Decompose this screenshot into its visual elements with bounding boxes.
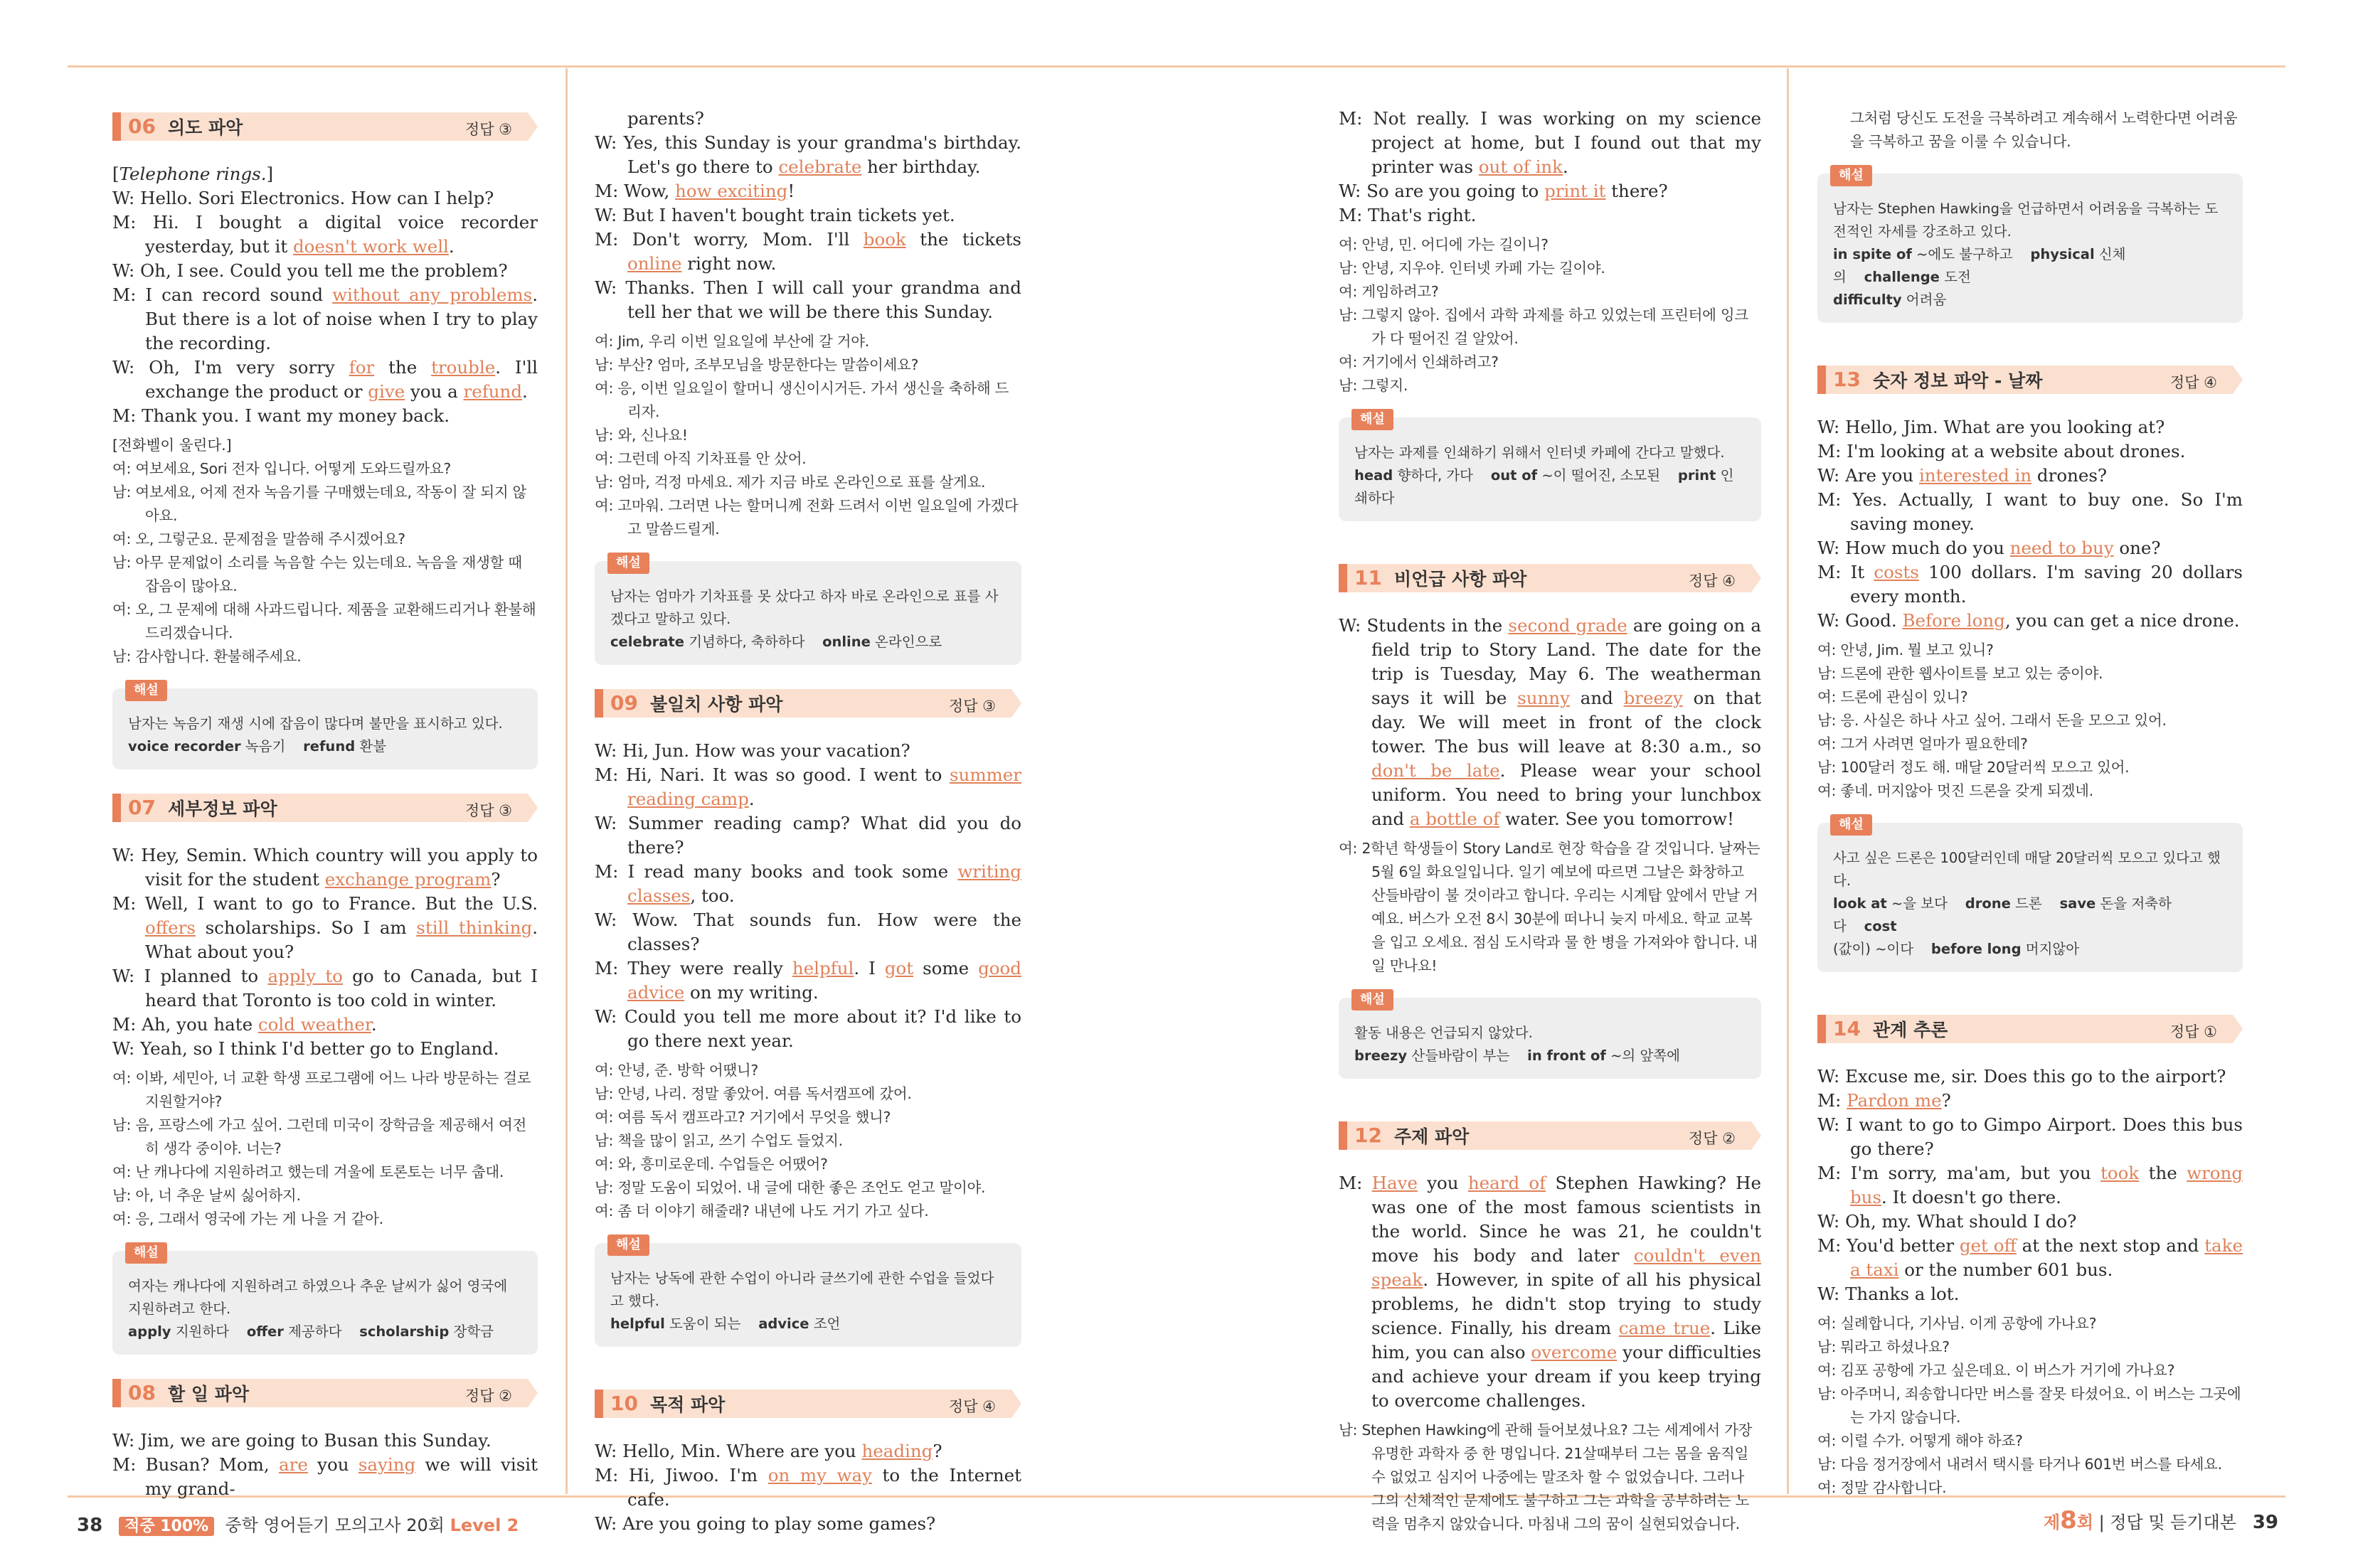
- book-title: 중학 영어듣기 모의고사 20회: [225, 1515, 445, 1535]
- section-title: 할 일 파악: [168, 1384, 250, 1404]
- section-title: 세부정보 파악: [168, 799, 277, 819]
- answer-label: 정답 ③: [464, 121, 512, 138]
- section-title-footer: | 정답 및 듣기대본: [2098, 1513, 2236, 1532]
- explanation-text: 남자는 낭독에 관한 수업이 아니라 글쓰기에 관한 수업을 들었다고 했다.: [610, 1270, 994, 1309]
- section-header-10: [595, 1390, 1021, 1418]
- section-header-06: [112, 112, 538, 141]
- section-title: 관계 추론: [1873, 1020, 1948, 1040]
- section-title: 불일치 사항 파악: [650, 694, 783, 715]
- explanation-text: 활동 내용은 언급되지 않았다.: [1354, 1025, 1533, 1041]
- section-number: 09: [610, 691, 638, 715]
- column-3: [1339, 107, 1761, 1536]
- answer-label: 정답 ④: [2169, 374, 2217, 391]
- script-11: W: Students in the second grade are going on a field trip to Story Land. The date for the trip is Tuesday, May 6. The weatherman says it will be sunny and breezy on that day. We will meet in front of the clock tower. The bus will leave at 8:30 a.m., so don't be late. Please wear your school uniform. You need to bring your lunchbox and a bottle of water. See you tomorrow! 여: 2학년 학생들이 Story Land로 현장 학습을 갈 것입니다. 날짜는 5월 6일 화요일입니다. 일기 예보에 따르면 그날은 화창하고 산들바람이 불 것이라고 합니다. 우리는 시계탑 앞에서 만날 거예요. 버스가 오전 8시 30분에 떠나니 늦지 마세요. 학교 교복을 입고 오세요. 점심 도시락과 물 한 병을 가져와야 합니다. 내일 만나요!: [1339, 615, 1761, 974]
- section-header-12: [1339, 1121, 1761, 1150]
- answer-label: 정답 ④: [948, 1398, 996, 1415]
- section-title: 목적 파악: [650, 1394, 726, 1415]
- explanation-text: 사고 싶은 드론은 100달러인데 매달 20달러씩 모으고 있다고 했다.: [1833, 850, 2221, 889]
- column-1: [112, 100, 538, 1501]
- section-number: 10: [610, 1392, 638, 1415]
- top-rule: [68, 65, 2285, 68]
- section-number: 14: [1833, 1017, 1861, 1040]
- explanation-box-09: 해설 남자는 낭독에 관한 수업이 아니라 글쓰기에 관한 수업을 들었다고 했다. helpful 도움이 되는 advice 조언: [595, 1243, 1021, 1347]
- section-number: 11: [1354, 566, 1382, 590]
- section-number: 07: [128, 796, 156, 819]
- explanation-tag: 해설: [1830, 165, 1872, 186]
- section-number: 13: [1833, 368, 1861, 391]
- script-12: M: Have you heard of Stephen Hawking? He was one of the most famous scientists in the world. Since he was 21, he couldn't move his body and later couldn't even speak. However, in spite of all his physical problems, he didn't stop trying to study science. Finally, his dream came true. Like him, you can also overcome your difficulties and achieve your dream if you keep trying to overcome challenges. 남: Stephen Hawking에 관해 들어보셨나요? 그는 세계에서 가장 유명한 과학자 중 한 명입니다. 21살때부터 그는 몸을 움직일 수 없었고 심지어 나중에는 말조차 할 수 없었습니다. 그러나 그의 신체적인 문제에도 불구하고 그는 과학을 공부하려는 노력을 멈추지 않았습니다. 마침내 그의 꿈이 실현되었습니다.: [1339, 1173, 1762, 1532]
- footer-left: [77, 1511, 519, 1536]
- explanation-tag: 해설: [1351, 409, 1393, 430]
- section-number: 08: [128, 1381, 156, 1404]
- script-09: W: Hi, Jun. How was your vacation? M: Hi, Nari. It was so good. I went to summer reading camp. W: Summer reading camp? What did you do there? M: I read many books and took some writing classes, too. W: Wow. That sounds fun. How were the classes? M: They were really helpful. I got some good advice on my writing. W: Could you tell me more about it? I'd like to go there next year. 여: 안녕, 준. 방학 어땠니? 남: 안녕, 나리. 정말 좋았어. 여름 독서캠프에 갔어. 여: 여름 독서 캠프라고? 거기에서 무엇을 했니? 남: 책을 많이 읽고, 쓰기 수업도 들었지. 여: 와, 흥미로운데. 수업들은 어땠어? 남: 정말 도움이 되었어. 내 글에 대한 좋은 조언도 얻고 말이야. 여: 좀 더 이야기 해줄래? 내년에 나도 거기 가고 싶다.: [595, 740, 1021, 1220]
- column-divider: [565, 68, 568, 1494]
- level-label: Level 2: [450, 1515, 519, 1535]
- explanation-text: 남자는 녹음기 재생 시에 잡음이 많다며 불만을 표시하고 있다.: [128, 715, 503, 732]
- explanation-box-11: 해설 활동 내용은 언급되지 않았다. breezy 산들바람이 부는 in front of ~의 앞쪽에: [1339, 998, 1761, 1079]
- answer-label: 정답 ④: [1688, 572, 1736, 590]
- footer-right: 제8회 | 정답 및 듣기대본 39: [2043, 1506, 2278, 1535]
- section-title: 의도 파악: [168, 117, 243, 138]
- explanation-box-13: 해설 사고 싶은 드론은 100달러인데 매달 20달러씩 모으고 있다고 했다. look at ~을 보다 drone 드론 save 돈을 저축하다 cost (값이) ~이다 before long 머지않아: [1817, 823, 2243, 972]
- page-number-left: 38: [77, 1515, 103, 1536]
- test-number: 8: [2060, 1506, 2077, 1535]
- section-title: 숫자 정보 파악 - 날짜: [1873, 370, 2043, 391]
- explanation-box-06: 해설 남자는 녹음기 재생 시에 잡음이 많다며 불만을 표시하고 있다. voice recorder 녹음기 refund 환불: [112, 688, 538, 769]
- script-10-cont: M: Not really. I was working on my science project at home, but I found out that my printer was out of ink. W: So are you going to print it there? M: That's right. 여: 안녕, 민. 어디에 가는 길이니? 남: 안녕, 지우야. 인터넷 카페 가는 길이야. 여: 게임하려고? 남: 그렇지 않아. 집에서 과학 과제를 하고 있었는데 프린터에 잉크가 다 떨어진 걸 알았어. 여: 거기에서 인쇄하려고? 남: 그렇지.: [1339, 108, 1761, 394]
- explanation-text: 남자는 과제를 인쇄하기 위해서 인터넷 카페에 간다고 말했다.: [1354, 444, 1725, 461]
- explanation-box-12: 해설 남자는 Stephen Hawking을 언급하면서 어려움을 극복하는 도전적인 자세를 강조하고 있다. in spite of ~에도 불구하고 physical 신체의 challenge 도전 difficulty 어려움: [1817, 174, 2243, 323]
- answer-label: 정답 ②: [1688, 1130, 1736, 1147]
- explanation-tag: 해설: [125, 680, 167, 701]
- explanation-tag: 해설: [125, 1242, 167, 1264]
- section-header-09: [595, 689, 1021, 718]
- answer-label: 정답 ②: [464, 1387, 512, 1404]
- explanation-box-10: 해설 남자는 과제를 인쇄하기 위해서 인터넷 카페에 간다고 말했다. head 향하다, 가다 out of ~이 떨어진, 소모된 print 인쇄하다: [1339, 417, 1761, 521]
- explanation-box-07: 해설 여자는 캐나다에 지원하려고 하였으나 추운 날씨가 싫어 영국에 지원하려고 한다. apply 지원하다 offer 제공하다 scholarship 장학금: [112, 1251, 538, 1355]
- script-10: W: Hello, Min. Where are you heading? M: Hi, Jiwoo. I'm on my way to the Internet cafe. W: Are you going to play some games?: [595, 1441, 1021, 1534]
- section-header-07: [112, 794, 538, 822]
- explanation-text: 남자는 Stephen Hawking을 언급하면서 어려움을 극복하는 도전적인 자세를 강조하고 있다.: [1833, 201, 2219, 240]
- script-13: W: Hello, Jim. What are you looking at? M: I'm looking at a website about drones. W: Are you interested in drones? M: Yes. Actually, I want to buy one. So I'm saving money. W: How much do you need to buy one? M: It costs 100 dollars. I'm saving 20 dollars every month. W: Good. Before long, you can get a nice drone. 여: 안녕, Jim. 뭘 보고 있니? 남: 드론에 관한 웹사이트를 보고 있는 중이야. 여: 드론에 관심이 있니? 남: 응. 사실은 하나 사고 싶어. 그래서 돈을 모으고 있어. 여: 그거 사려면 얼마가 필요한데? 남: 100달러 정도 해. 매달 20달러씩 모으고 있어. 여: 좋네. 머지않아 멋진 드론을 갖게 되겠네.: [1817, 417, 2243, 799]
- answer-label: 정답 ③: [464, 802, 512, 819]
- explanation-text: 여자는 캐나다에 지원하려고 하였으나 추운 날씨가 싫어 영국에 지원하려고 한다.: [128, 1278, 508, 1317]
- script-12-cont: 그처럼 당신도 도전을 극복하려고 계속해서 노력한다면 어려움을 극복하고 꿈을 이룰 수 있습니다.: [1850, 110, 2238, 150]
- column-divider: [1787, 68, 1789, 1494]
- section-header-11: [1339, 564, 1761, 592]
- script-08-cont: parents? W: Yes, this Sunday is your grandma's birthday. Let's go there to celebrate her birthday. M: Wow, how exciting! W: But I haven't bought train tickets yet. M: Don't worry, Mom. I'll book the tickets online right now. W: Thanks. Then I will call your grandma and tell her that we will be there this Sunday. 여: Jim, 우리 이번 일요일에 부산에 갈 거야. 남: 부산? 엄마, 조부모님을 방문한다는 말씀이세요? 여: 응, 이번 일요일이 할머니 생신이시거든. 가서 생신을 축하해 드리자. 남: 와, 신나요! 여: 그런데 아직 기차표를 안 샀어. 남: 엄마, 걱정 마세요. 제가 지금 바로 온라인으로 표를 살게요. 여: 고마워. 그러면 나는 할머니께 전화 드려서 이번 일요일에 가겠다고 말씀드릴게.: [595, 108, 1021, 538]
- section-number: 12: [1354, 1124, 1382, 1147]
- answer-label: 정답 ③: [948, 698, 996, 715]
- explanation-text: 남자는 엄마가 기차표를 못 샀다고 하자 바로 온라인으로 표를 사겠다고 말하고 있다.: [610, 588, 999, 627]
- explanation-tag: 해설: [1351, 989, 1393, 1010]
- section-header-13: [1817, 366, 2243, 394]
- section-header-14: [1817, 1015, 2243, 1043]
- section-title: 비언급 사항 파악: [1394, 569, 1527, 590]
- script-08: W: Jim, we are going to Busan this Sunday. M: Busan? Mom, are you saying we will visit my grand-: [112, 1430, 538, 1499]
- explanation-tag: 해설: [607, 1234, 649, 1256]
- section-header-08: [112, 1379, 538, 1407]
- explanation-tag: 해설: [1830, 814, 1872, 836]
- script-06: [Telephone rings.] W: Hello. Sori Electronics. How can I help? M: Hi. I bought a digital voice recorder yesterday, but it doesn't work well. W: Oh, I see. Could you tell me the problem? M: I can record sound without any problems. But there is a lot of noise when I try to play the recording. W: Oh, I'm very sorry for the trouble. I'll exchange the product or give you a refund. M: Thank you. I want my money back. [전화벨이 울린다.] 여: 여보세요, Sori 전자 입니다. 어떻게 도와드릴까요? 남: 여보세요, 어제 전자 녹음기를 구매했는데요, 작동이 잘 되지 않아요. 여: 오, 그렇군요. 문제점을 말씀해 주시겠어요? 남: 아무 문제없이 소리를 녹음할 수는 있는데요. 녹음을 재생할 때 잡음이 많아요. 여: 오, 그 문제에 대해 사과드립니다. 제품을 교환해드리거나 환불해드리겠습니다. 남: 감사합니다. 환불해주세요.: [112, 164, 538, 665]
- section-number: 06: [128, 114, 156, 138]
- explanation-tag: 해설: [607, 553, 649, 574]
- page-number-right: 39: [2252, 1512, 2278, 1533]
- script-14: W: Excuse me, sir. Does this go to the airport? M: Pardon me? W: I want to go to Gimpo Airport. Does this bus go there? M: I'm sorry, ma'am, but you took the wrong bus. It doesn't go there. W: Oh, my. What should I do? M: You'd better get off at the next stop and take a taxi or the number 601 bus. W: Thanks a lot. 여: 실례합니다, 기사님. 이게 공항에 가나요? 남: 뭐라고 하셨나요? 여: 김포 공항에 가고 싶은데요. 이 버스가 거기에 가나요? 남: 아주머니, 죄송합니다만 버스를 잘못 타셨어요. 이 버스는 그곳에는 가지 않습니다. 여: 이럴 수가. 어떻게 해야 하죠? 남: 다음 정거장에서 내려서 택시를 타거나 601번 버스를 타세요. 여: 정말 감사합니다.: [1817, 1066, 2243, 1496]
- script-07: W: Hey, Semin. Which country will you apply to visit for the student exchange program? M: Well, I want to go to France. But the U.S. offers scholarships. So I am still thinking. What about you? W: I planned to apply to go to Canada, but I heard that Toronto is too cold in winter. M: Ah, you hate cold weather. W: Yeah, so I think I'd better go to England. 여: 이봐, 세민아, 너 교환 학생 프로그램에 어느 나라 방문하는 걸로 지원할거야? 남: 음, 프랑스에 가고 싶어. 그런데 미국이 장학금을 제공해서 여전히 생각 중이야. 너는? 여: 난 캐나다에 지원하려고 했는데 겨울에 토론토는 너무 춥대. 남: 아, 너 추운 날씨 싫어하지. 여: 응, 그래서 영국에 가는 게 나을 거 같아.: [112, 845, 538, 1227]
- answer-label: 정답 ①: [2169, 1023, 2217, 1040]
- column-2: [595, 107, 1021, 1536]
- column-4: [1817, 107, 2243, 1500]
- section-title: 주제 파악: [1394, 1126, 1470, 1147]
- explanation-box-08: 해설 남자는 엄마가 기차표를 못 샀다고 하자 바로 온라인으로 표를 사겠다고 말하고 있다. celebrate 기념하다, 축하하다 online 온라인으로: [595, 561, 1021, 665]
- series-badge: 적중 100%: [119, 1517, 214, 1536]
